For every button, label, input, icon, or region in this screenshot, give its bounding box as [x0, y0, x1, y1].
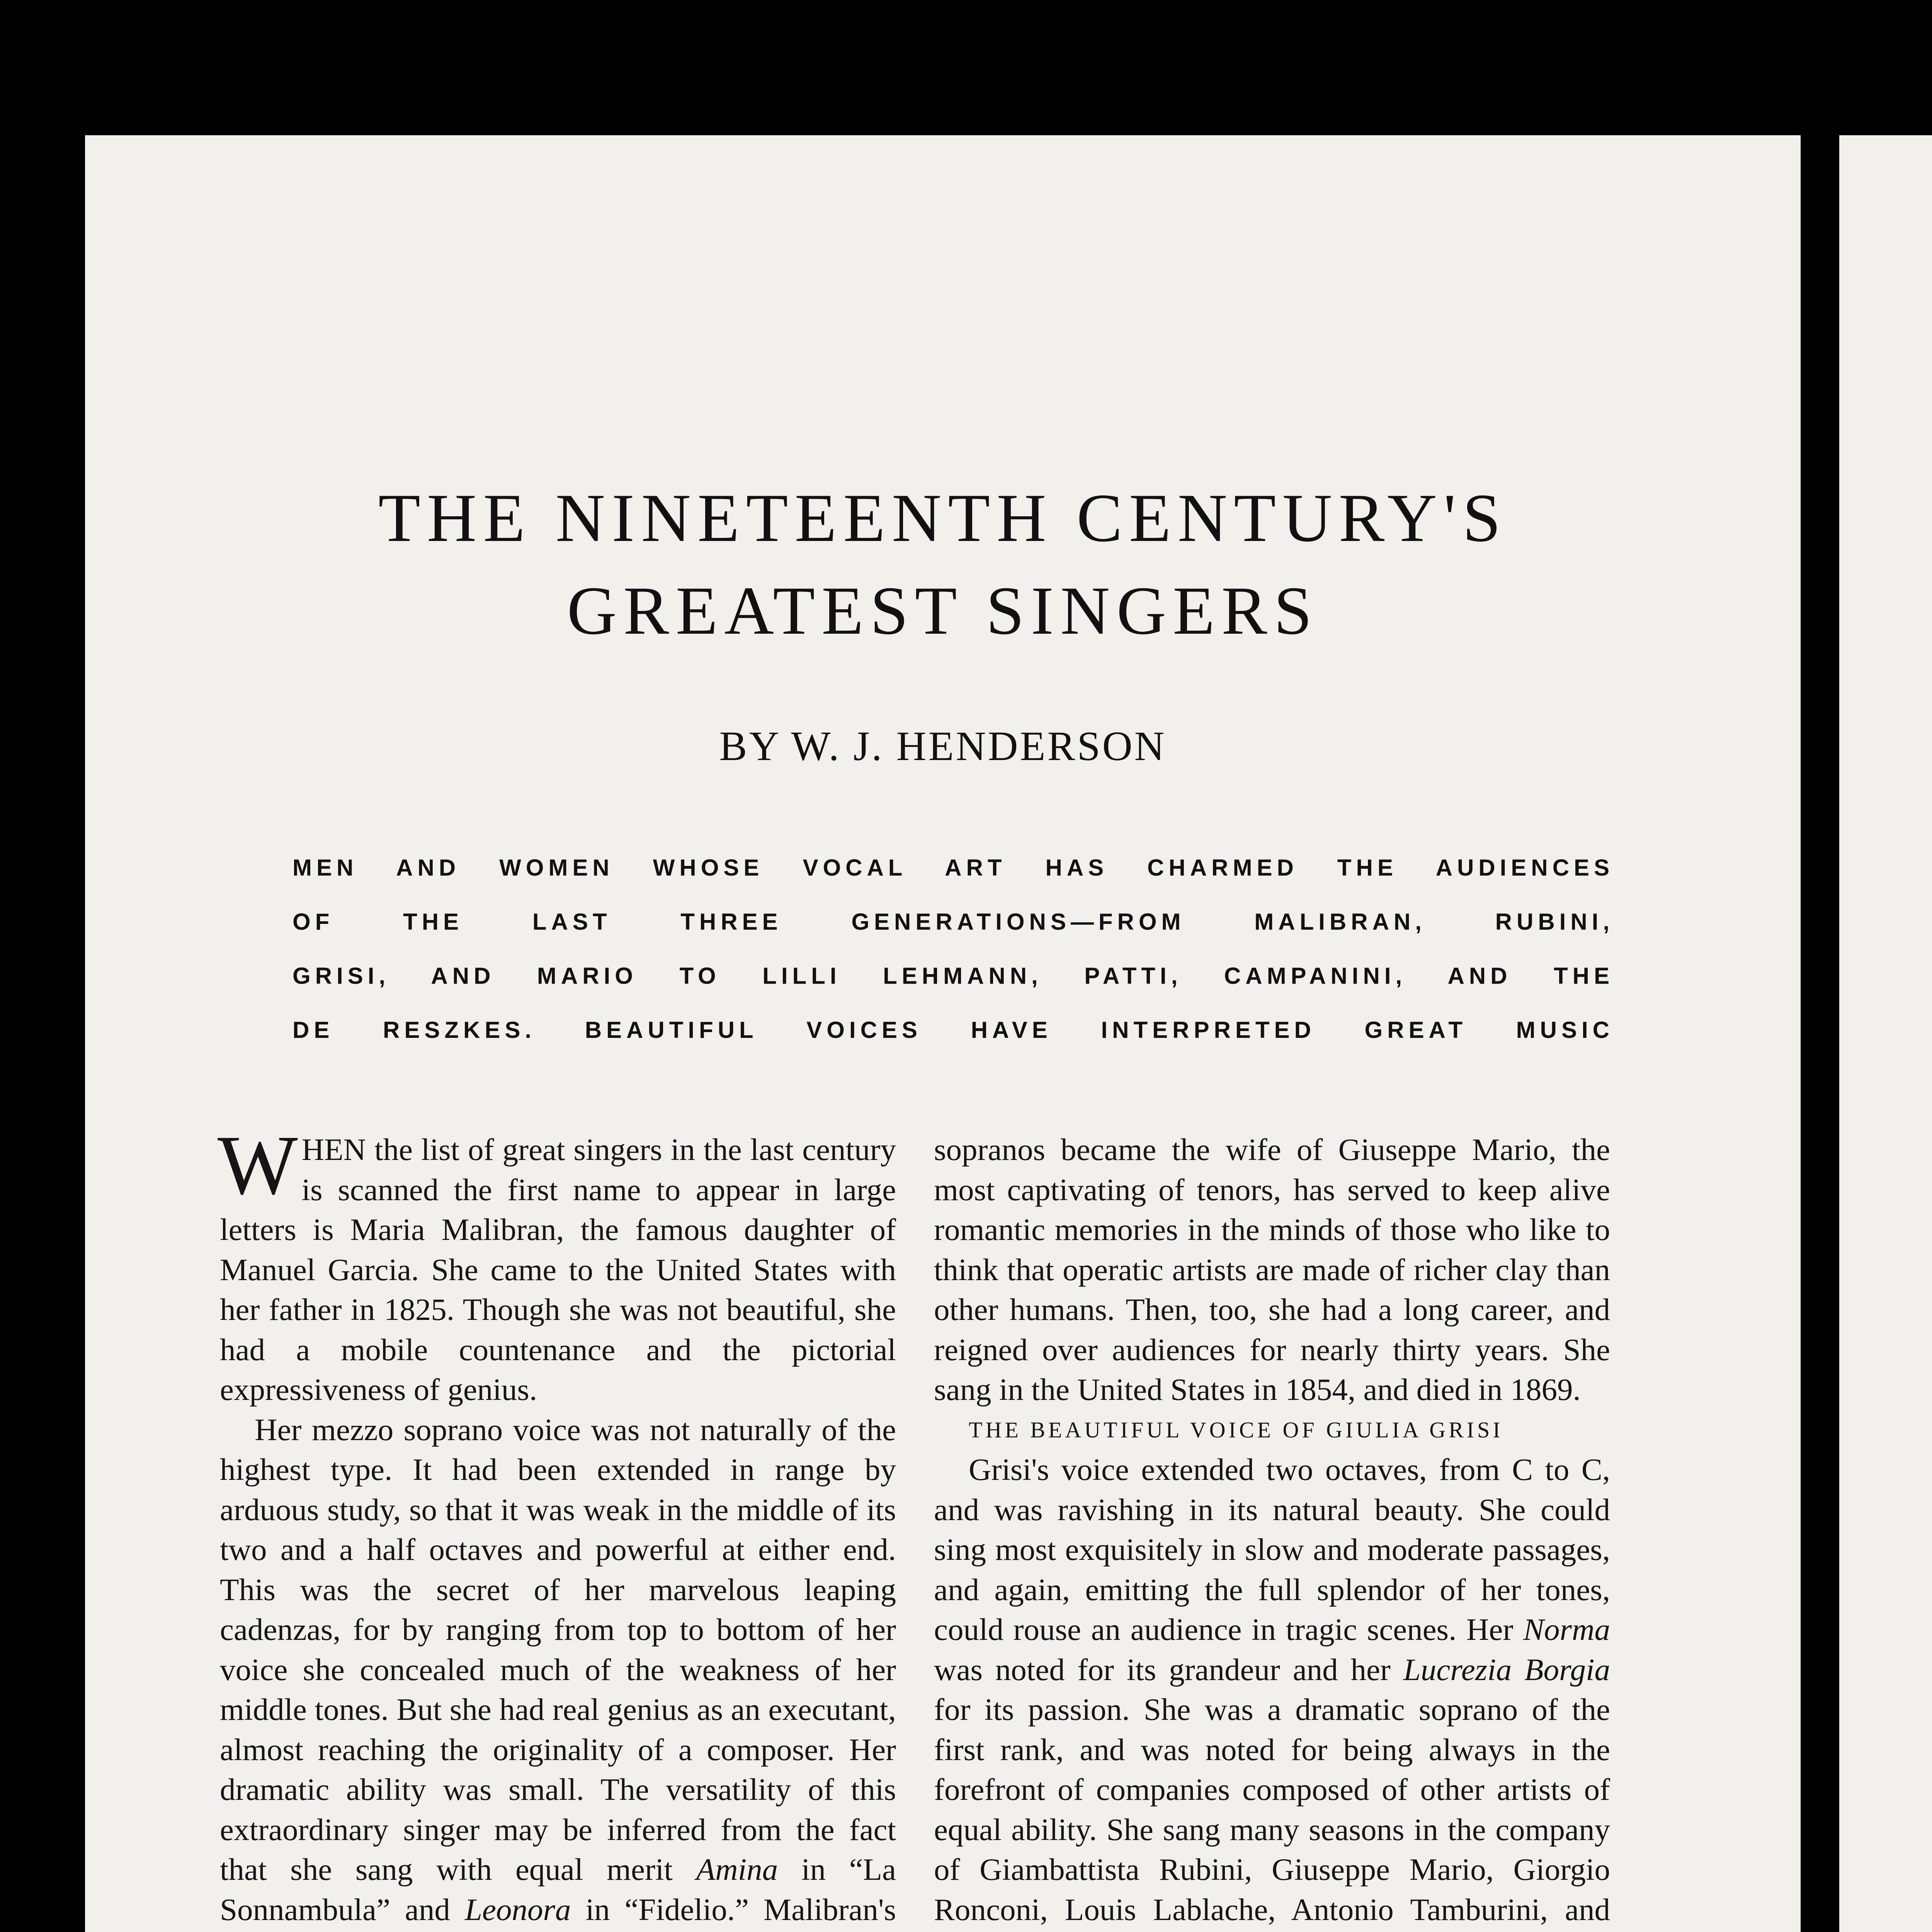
paragraph: sopranos became the wife of Giuseppe Mario, the most captivating of tenors, has served to keep alive romantic memories in the minds of those who like to think that operatic artists are made of richer clay than other humans. Then, too, she had a long career, and reigned over audiences for nearly thirty years. She sang in the United States in 1854, and died in 1869. [934, 1132, 1610, 1407]
subheading [293, 841, 1614, 1057]
byline: BY W. J. HENDERSON [719, 723, 1167, 769]
facing-page-edge [1839, 135, 1932, 1932]
title-line-1: THE NINETEENTH CENTURY'S [378, 480, 1507, 556]
subheading-line: MEN AND WOMEN WHOSE VOCAL ART HAS CHARMED THE AUDIENCES [293, 855, 1614, 881]
paragraph: Her mezzo soprano voice was not naturally of the highest type. It had been extended in range by arduous study, so that it was weak in the middle of its two and a half octaves and powerful at either end. This was the secret of her marvelous leaping cadenzas, for by ranging from top to bottom of her voice she concealed much of the weakness of her middle tones. But she had real genius as an executant, almost reaching the originality of a composer. Her dramatic ability was small. The versatility of this extraordinary singer may be inferred from the fact that she sang with equal merit Amina in “La Sonnambula” and Leonora in “Fidelio.” Malibran's [220, 1412, 896, 1927]
magazine-page [85, 135, 1801, 1932]
left-column [218, 1118, 896, 1932]
subheading-line: OF THE LAST THREE GENERATIONS—FROM MALIBRAN, RUBINI, [293, 909, 1614, 935]
drop-cap: W [218, 1118, 294, 1212]
paragraph: Grisi's voice extended two octaves, from C to C, and was ravishing in its natural beauty. She could sing most exquisitely in slow and moderate passages, and again, emitting the full splendor of her tones, could rouse an audience in tragic scenes. Her Norma was noted for its grandeur and her Lucrezia Borgia for its passion. She was a dramatic soprano of the first rank, and was noted for being always in the forefront of companies composed of other artists of equal ability. She sang many seasons in the company of Giambattista Rubini, Giuseppe Mario, Giorgio Ronconi, Louis Lablache, Antonio Tamburini, and [934, 1452, 1610, 1927]
title-line-2: GREATEST SINGERS [567, 572, 1319, 649]
paragraph: WHEN the list of great singers in the last century is scanned the first name to appear in large letters is Maria Malibran, the famous daughter of Manuel Garcia. She came to the United States with her father in 1825. Though she was not beautiful, she had a mobile countenance and the pictorial expressiveness of genius. [218, 1118, 896, 1407]
subheading-line: DE RESZKES. BEAUTIFUL VOICES HAVE INTERPRETED GREAT MUSIC [293, 1017, 1614, 1043]
section-heading: THE BEAUTIFUL VOICE OF GIULIA GRISI [969, 1417, 1503, 1442]
right-column [934, 1130, 1610, 1932]
article-title [85, 471, 1801, 657]
subheading-line: GRISI, AND MARIO TO LILLI LEHMANN, PATTI, CAMPANINI, AND THE [293, 963, 1614, 989]
